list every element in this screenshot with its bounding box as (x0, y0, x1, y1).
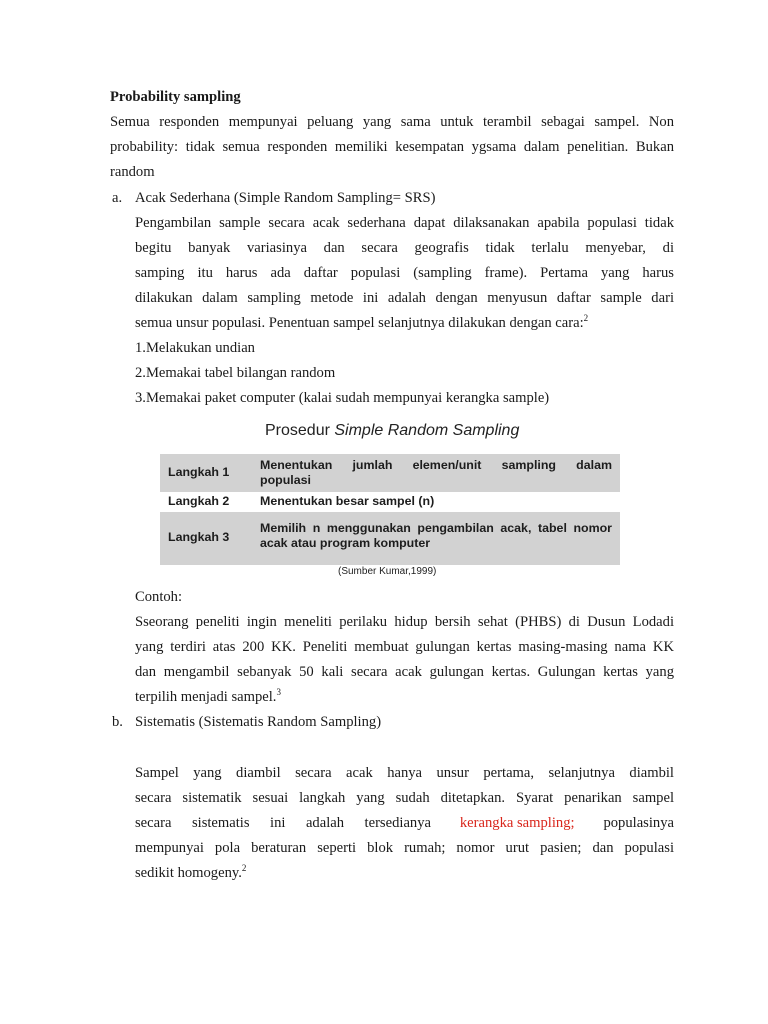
example-label: Contoh: (135, 589, 183, 605)
example-line-1: Sseorang peneliti ingin meneliti perilaku hidup bersih sehat (PHBS) di Dusun Lodadi (135, 614, 674, 630)
footnote-ref: 3 (276, 687, 281, 697)
step-label: Langkah 2 (168, 494, 230, 508)
step-label: Langkah 1 (168, 465, 230, 479)
example-line-2: yang terdiri atas 200 KK. Peneliti membuat gulungan kertas masing-masing nama KK (135, 639, 674, 655)
example-line-3: dan mengambil sebanyak 50 kali secara acak gulungan kertas. Gulungan kertas yang (135, 664, 674, 680)
footnote-ref: 2 (241, 863, 247, 873)
figure-source: (Sumber Kumar,1999) (338, 566, 437, 577)
table-row (160, 492, 620, 512)
step-description: Menentukan jumlah elemen/unit sampling dalam populasi (260, 458, 612, 487)
section-a-para-3: samping itu harus ada daftar populasi (sampling frame). Pertama yang harus (135, 265, 674, 281)
section-a-title: Acak Sederhana (Simple Random Sampling= SRS) (135, 190, 436, 206)
section-a-para-4: dilakukan dalam sampling metode ini adalah dengan menyusun daftar sample dari (135, 290, 674, 306)
intro-line-3: random (110, 164, 155, 180)
intro-line-2: probability: tidak semua responden memiliki kesempatan ygsama dalam penelitian. Bukan (110, 139, 674, 155)
section-a-para-5: semua unsur populasi. Penentuan sampel selanjutnya dilakukan dengan cara:$^2$ (135, 313, 589, 331)
section-heading: Probability sampling (110, 89, 241, 105)
section-a-para-1: Pengambilan sample secara acak sederhana dapat dilaksanakan apabila populasi tidak (135, 215, 674, 231)
list-marker-b: b. (112, 714, 123, 730)
step-description: Menentukan besar sampel (n) (260, 494, 435, 508)
figure-title: Prosedur Simple Random Sampling (265, 422, 520, 439)
section-b-title: Sistematis (Sistematis Random Sampling) (135, 714, 382, 730)
step-description: Memilih n menggunakan pengambilan acak, tabel nomor acak atau program komputer (260, 521, 612, 550)
section-b-line-2: secara sistematik sesuai langkah yang sudah ditetapkan. Syarat penarikan sampel (135, 790, 674, 806)
method-item-1: 1.Melakukan undian (135, 340, 255, 356)
section-b-line-4: mempunyai pola beraturan seperti blok rumah; nomor urut pasien; dan populasi (135, 840, 674, 856)
method-item-2: 2.Memakai tabel bilangan random (135, 365, 336, 381)
example-line-4: terpilih menjadi sampel.$^3$ (135, 687, 281, 705)
section-a-para-2: begitu banyak variasinya dan secara geografis tidak terlalu menyebar, di (135, 240, 674, 256)
table-row (160, 454, 620, 492)
method-item-3: 3.Memakai paket computer (kalai sudah mempunyai kerangka sample) (135, 390, 550, 406)
step-label: Langkah 3 (168, 530, 230, 544)
table-row (160, 512, 620, 565)
footnote-ref: 2 (583, 313, 589, 323)
highlighted-term: kerangka sampling; (459, 815, 575, 831)
section-b-line-3: secara sistematis ini adalah tersedianya kerangka sampling; populasinya (135, 815, 674, 831)
section-b-line-5: sedikit homogeny.$^2$ (135, 863, 247, 881)
section-b-line-1: Sampel yang diambil secara acak hanya unsur pertama, selanjutnya diambil (135, 765, 674, 781)
intro-line-1: Semua responden mempunyai peluang yang sama untuk terambil sebagai sampel. Non (110, 114, 674, 130)
list-marker-a: a. (112, 190, 123, 206)
